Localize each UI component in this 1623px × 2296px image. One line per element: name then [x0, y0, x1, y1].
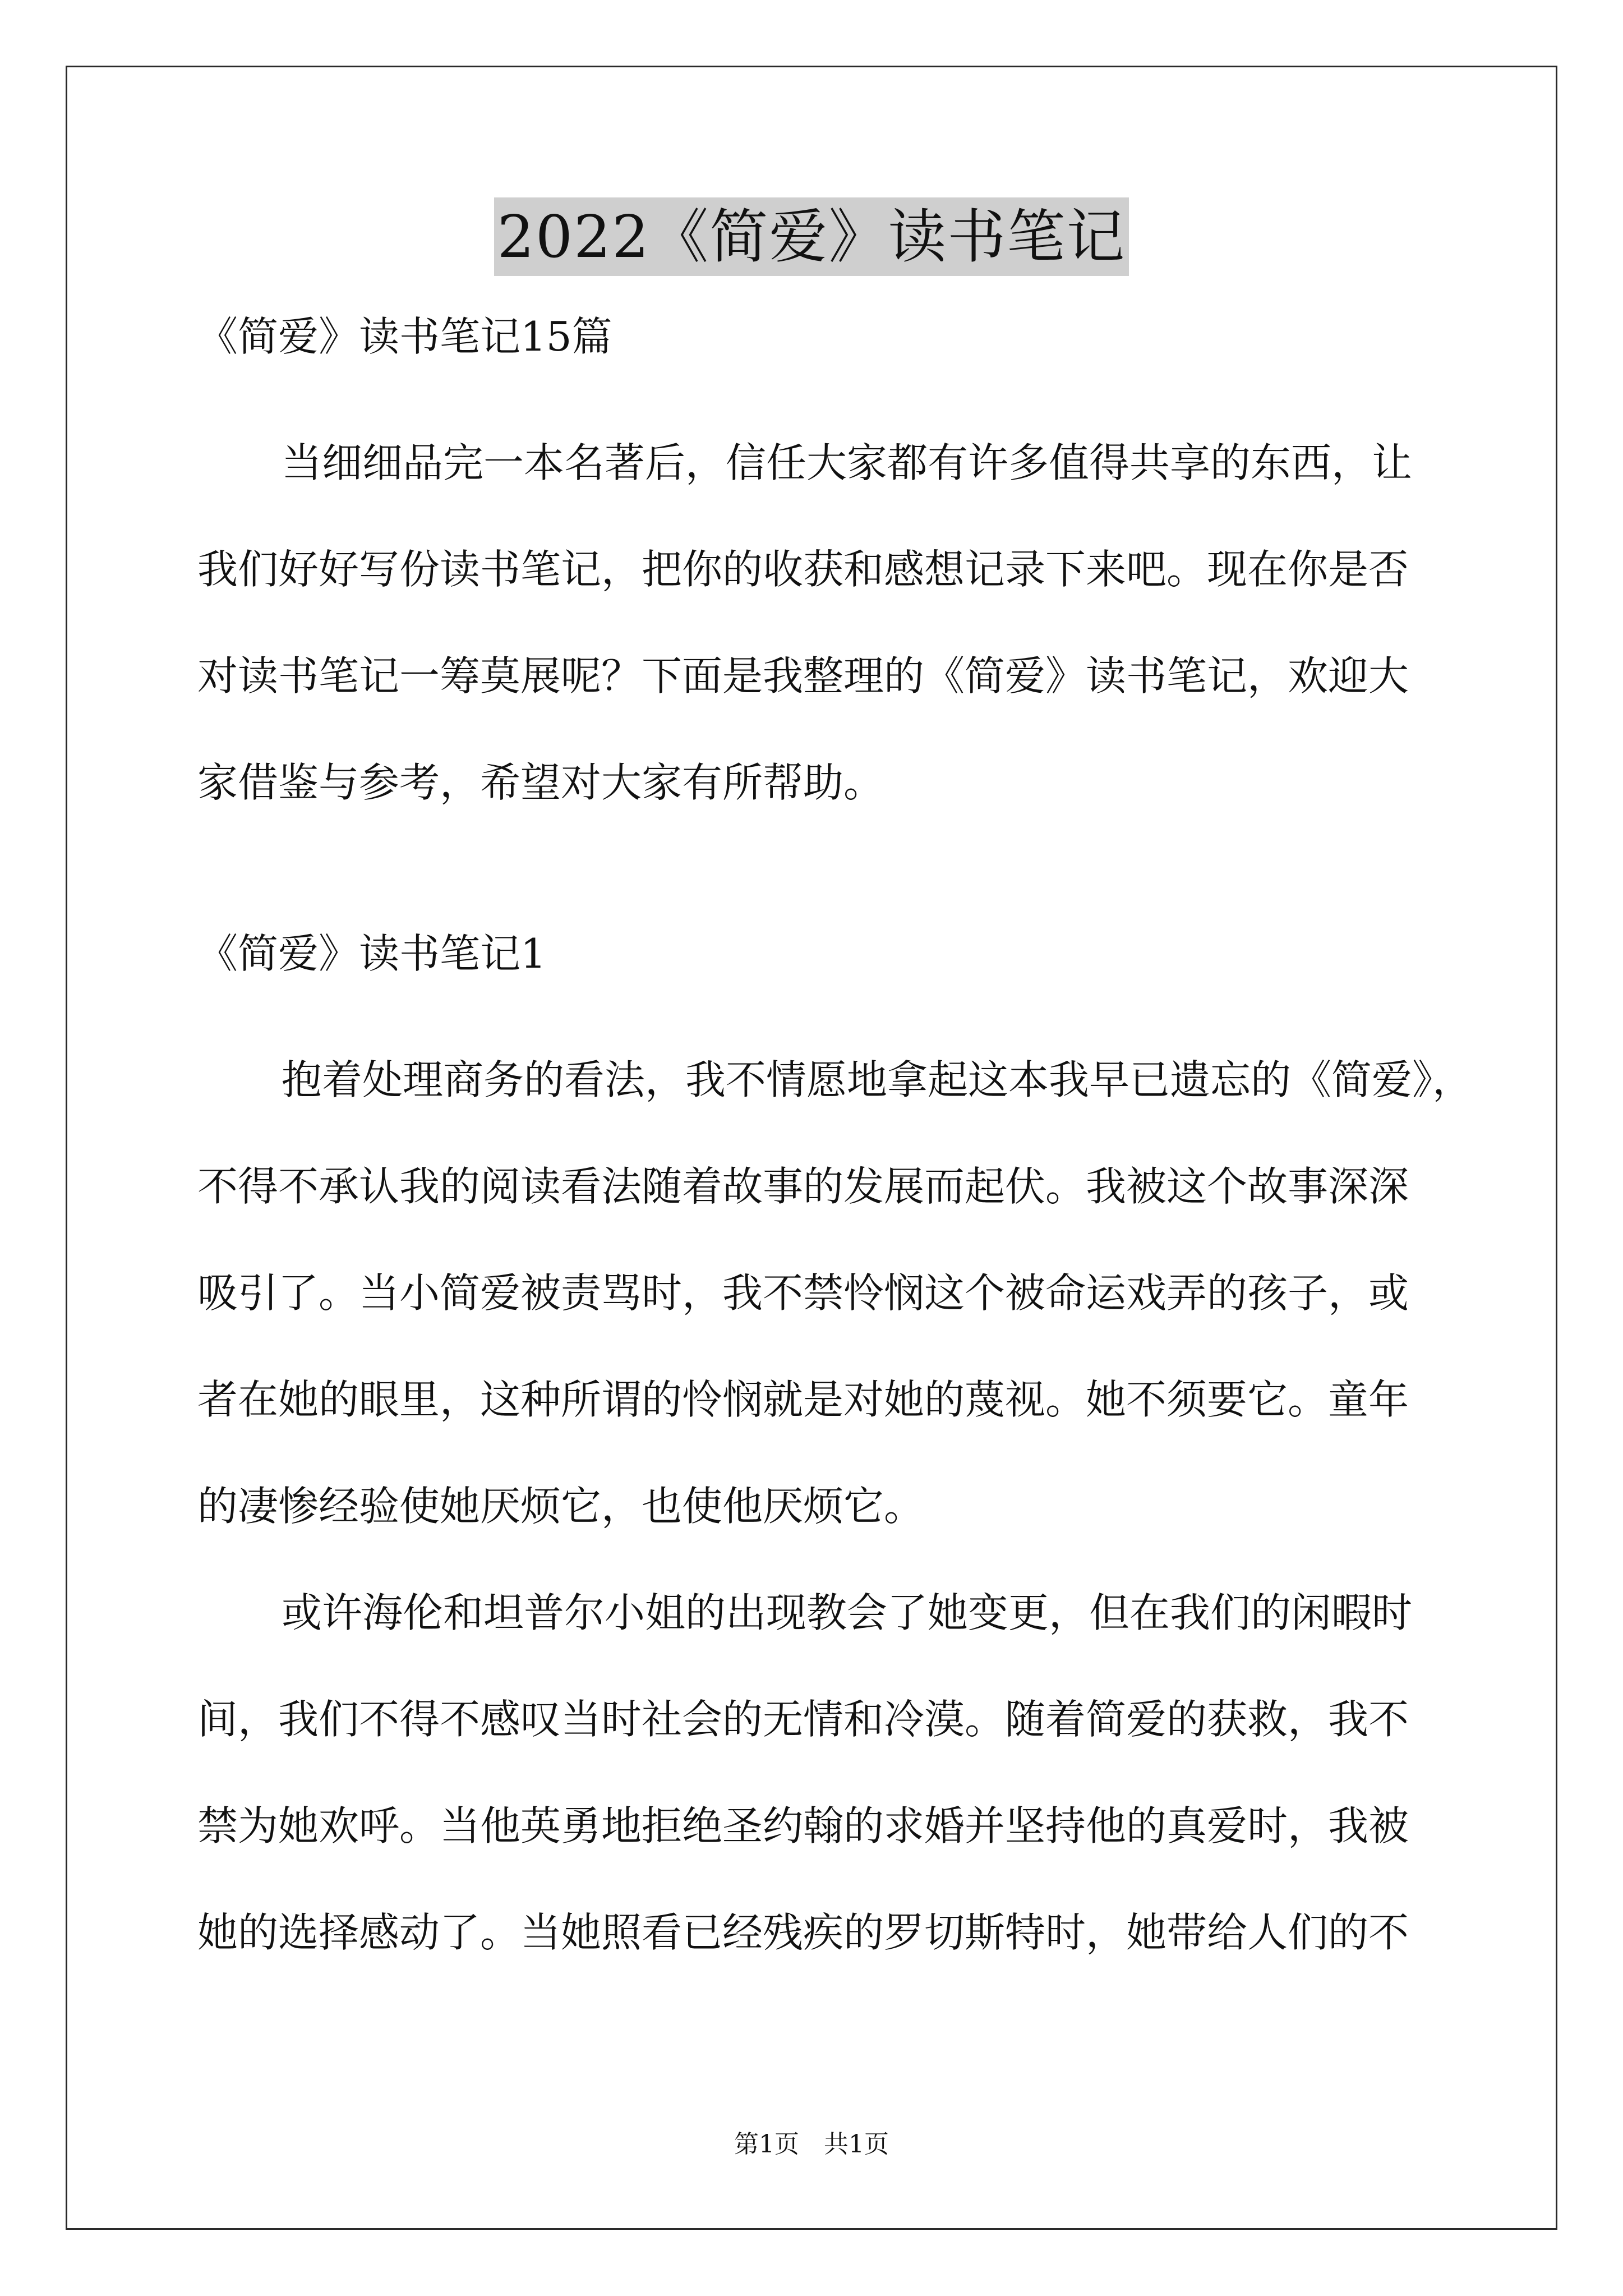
intro-line: 家借鉴与参考，希望对大家有所帮助。 — [197, 759, 884, 806]
paragraph-line: 不得不承认我的阅读看法随着故事的发展而起伏。我被这个故事深深 — [197, 1163, 1409, 1210]
paragraph-line: 者在她的眼里，这种所谓的怜悯就是对她的蔑视。她不须要它。童年 — [197, 1376, 1409, 1423]
paragraph-line: 禁为她欢呼。当他英勇地拒绝圣约翰的求婚并坚持他的真爱时，我被 — [197, 1802, 1409, 1849]
document-subtitle: 《简爱》读书笔记15篇 — [197, 313, 612, 360]
document-body — [197, 303, 1473, 1986]
page-footer: 第1页 共1页 — [734, 2130, 889, 2159]
spacer — [197, 987, 1442, 1027]
intro-paragraph — [197, 409, 1442, 836]
paragraph-line: 的凄惨经验使她厌烦它，也使他厌烦它。 — [197, 1483, 925, 1530]
paragraph-line: 间，我们不得不感叹当时社会的无情和冷漠。随着简爱的获救，我不 — [197, 1696, 1409, 1743]
document-title: 2022《简爱》读书笔记 — [494, 197, 1129, 276]
section-heading: 《简爱》读书笔记1 — [197, 930, 546, 977]
paragraph-line: 她的选择感动了。当她照看已经残疾的罗切斯特时，她带给人们的不 — [197, 1909, 1409, 1956]
spacer — [197, 836, 1442, 920]
paragraph-line: 吸引了。当小简爱被责骂时，我不禁怜悯这个被命运戏弄的孩子，或 — [197, 1269, 1409, 1317]
intro-line: 当细细品完一本名著后，信任大家都有许多值得共享的东西，让 — [282, 439, 1413, 486]
paragraph-line: 抱着处理商务的看法，我不情愿地拿起这本我早已遗忘的《简爱》， — [282, 1056, 1473, 1103]
body-paragraph-1 — [197, 1027, 1473, 1559]
spacer — [197, 370, 1442, 409]
intro-line: 对读书笔记一筹莫展呢？下面是我整理的《简爱》读书笔记，欢迎大 — [197, 652, 1409, 700]
intro-line: 我们好好写份读书笔记，把你的收获和感想记录下来吧。现在你是否 — [197, 546, 1409, 593]
title-container — [0, 197, 1623, 276]
paragraph-line: 或许海伦和坦普尔小姐的出现教会了她变更，但在我们的闲暇时 — [282, 1589, 1413, 1636]
body-paragraph-2 — [197, 1559, 1442, 1986]
